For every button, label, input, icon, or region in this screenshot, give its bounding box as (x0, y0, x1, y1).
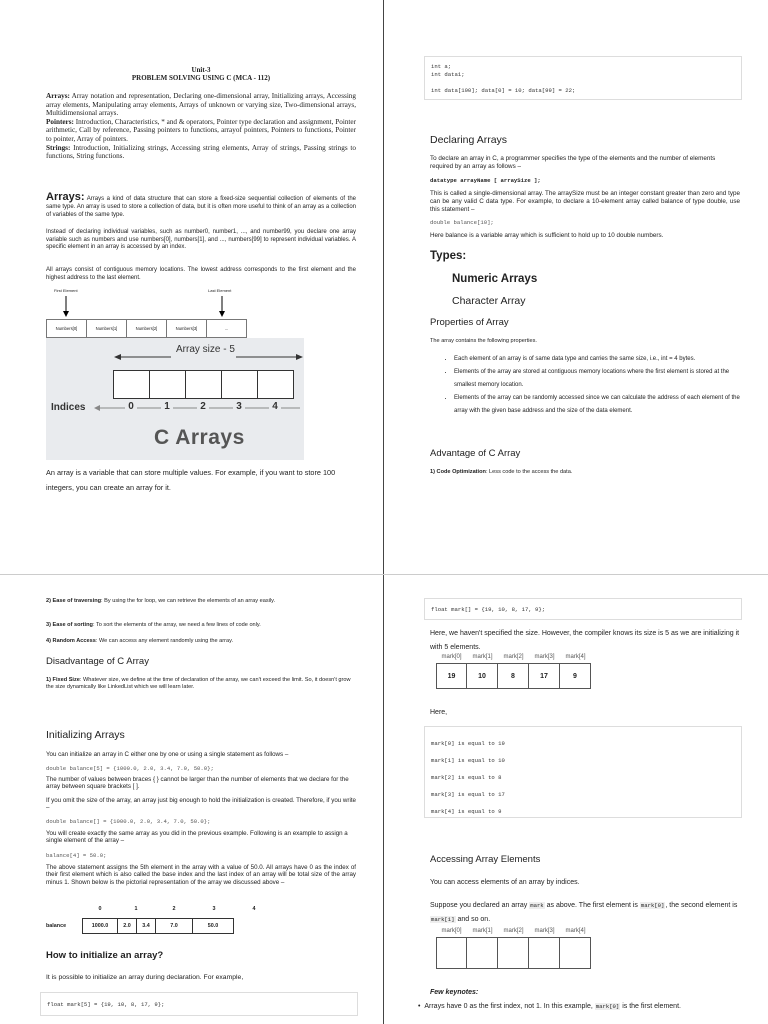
array-box (222, 370, 258, 399)
index-number: 3 (221, 401, 257, 412)
mark-cell (529, 937, 560, 969)
disadvantage-1: 1) Fixed Size: Whatever size, we define at the time of declaration of the array, we can't exceed the limit. So, it doesn't grow the size dynamically like LinkedList which we will learn later. (46, 677, 351, 690)
memory-diagram (46, 285, 256, 340)
unit-header (46, 66, 356, 82)
mark-cell: 8 (498, 663, 529, 689)
code-line: mark[2] is equal to 8 (431, 774, 502, 781)
array-boxes (113, 370, 294, 399)
props-title: Properties of Array (430, 317, 509, 328)
init-code3: balance[4] = 50.0; (46, 852, 107, 859)
balance-index: 1 (134, 906, 138, 912)
code-line: int a; (431, 63, 452, 70)
accessing-text2: Suppose you declared an array mark as above. The first element is mark[0], the second element is mark[1] and so on. (430, 902, 738, 923)
mark-header: mark[3] (534, 654, 555, 660)
mark-init-code: float mark[] = {19, 10, 8, 17, 9}; (424, 598, 742, 620)
mark-cell: 17 (529, 663, 560, 689)
init-title: Initializing Arrays (46, 729, 125, 741)
prop-item: • Elements of the array can be randomly accessed since we can calculate the address of each element of the array with the given base address and the size of the data element. (454, 392, 740, 418)
unit-label: Unit-3 (191, 66, 211, 74)
c-arrays-figure (46, 338, 304, 460)
array-box (113, 370, 150, 399)
declaring-title: Declaring Arrays (430, 134, 508, 146)
init-text2: The number of values between braces { } cannot be larger than the number of elements that we declare for the array between square brackets [ ]. (46, 776, 349, 791)
course-title: PROBLEM SOLVING USING C (MCA - 112) (131, 74, 271, 82)
balance-cell: 1000.0 (82, 918, 118, 934)
mark-header: mark[3] (534, 928, 555, 934)
balance-label: balance (46, 923, 67, 929)
code-line: int data[100]; data[0] = 10; data[99] = 22; (431, 87, 576, 94)
declaring-code: double balance[10]; (430, 219, 494, 226)
bullet: • (418, 1003, 425, 1010)
advantage-3: 3) Ease of sorting: To sort the elements of the array, we need a few lines of code only. (46, 622, 261, 628)
balance-cell: 3.4 (137, 918, 156, 934)
balance-indices (82, 906, 274, 912)
declaring-text2: This is called a single-dimensional array. The arraySize must be an integer constant greater than zero and type can be any valid C data type. For example, to declare a 10-element array called balance of type double, use this statement – (430, 190, 740, 213)
init-text: You can initialize an array in C either one by one or using a single statement as follows – (46, 751, 289, 758)
memory-cells (46, 319, 247, 338)
syllabus-pointers: Pointers: Introduction, Characteristics, * and & operators, Pointer type declaration and assignment, Pointer arithmetic, Call by reference, Passing pointers to functions, arrayof pointers, Pointers to functions, Pointer to pointer, Array of pointers. (46, 117, 356, 143)
mark-header: mark[0] (441, 928, 462, 934)
array-box (186, 370, 222, 399)
mark-cell (436, 937, 467, 969)
page-divider (0, 574, 768, 575)
arrays-intro-para3: All arrays consist of contiguous memory locations. The lowest address corresponds to the first element and the highest address to the last element. (46, 267, 356, 281)
balance-index: 4 (252, 906, 256, 912)
syllabus (46, 92, 356, 161)
mark-header: mark[2] (503, 654, 524, 660)
balance-table (46, 906, 306, 936)
declaring-text3: Here balance is a variable array which is sufficient to hold up to 10 double numbers. (430, 232, 664, 239)
index-numbers (113, 401, 293, 412)
array-box (258, 370, 294, 399)
mark-cell (498, 937, 529, 969)
memory-cell: Numbers[1] (87, 319, 127, 338)
code-line: mark[1] is equal to 10 (431, 757, 505, 764)
syllabus-arrays: Arrays: Array notation and representation, Declaring one-dimensional array, Initializing arrays, Accessing array elements, Manipulating array elements, Arrays of unknown or varying size, Two-dimensional arrays, Multidimensional arrays. (46, 92, 356, 118)
mark-values (436, 663, 591, 689)
memory-cell: Numbers[0] (46, 319, 87, 338)
how-to-init-text: It is possible to initialize an array during declaration. For example, (46, 974, 244, 981)
mark-headers (436, 654, 591, 660)
array-variable-text: An array is a variable that can store multiple values. For example, if you want to store 100 integers, you can create an array for it. (46, 468, 336, 492)
empty-mark-headers (436, 928, 591, 934)
mark-header: mark[0] (441, 654, 462, 660)
memory-cell: Numbers[2] (127, 319, 167, 338)
accessing-title: Accessing Array Elements (430, 854, 541, 865)
init-text3: If you omit the size of the array, an array just big enough to hold the initialization is created. Therefore, if you write – (46, 797, 356, 812)
init-code: double balance[5] = {1000.0, 2.0, 3.4, 7.0, 50.0}; (46, 765, 214, 772)
code-block-declarations (424, 56, 742, 100)
empty-mark-cells (436, 937, 591, 969)
index-number: 1 (149, 401, 185, 412)
mark-cell (467, 937, 498, 969)
balance-index: 0 (98, 906, 102, 912)
mark-header: mark[1] (472, 654, 493, 660)
mark-header: mark[2] (503, 928, 524, 934)
c-arrays-caption: C Arrays (154, 426, 245, 449)
advantage-4: 4) Random Access: We can access any element randomly using the array. (46, 638, 234, 644)
init-text5: The above statement assigns the 5th element in the array with a value of 50.0. All arrays have 0 as the index of their first element which is also called the base index and the last index of an array will be total size of the array minus 1. Shown below is the pictorial representation of the array we discussed above – (46, 864, 356, 886)
keynotes-title: Few keynotes: (430, 989, 479, 996)
element-arrows (46, 294, 256, 318)
mark-header: mark[1] (472, 928, 493, 934)
mark-cell (560, 937, 591, 969)
advantage-2: 2) Ease of traversing: By using the for loop, we can retrieve the elements of an array easily. (46, 598, 276, 604)
how-to-init-title: How to initialize an array? (46, 950, 164, 961)
column-divider (383, 0, 384, 1024)
accessing-text: You can access elements of an array by indices. (430, 879, 580, 886)
index-number: 0 (113, 401, 149, 412)
code-line: mark[0] is equal to 19 (431, 740, 505, 747)
code-line (431, 79, 735, 87)
first-element-label: First Element (54, 288, 78, 293)
disadvantage-title: Disadvantage of C Array (46, 656, 149, 667)
memory-cell: Numbers[3] (167, 319, 207, 338)
code-line: mark[4] is equal to 9 (431, 808, 502, 815)
props-list (440, 353, 740, 418)
index-number: 4 (257, 401, 293, 412)
balance-cell: 2.0 (118, 918, 137, 934)
here-label: Here, (430, 709, 448, 716)
last-element-label: Last Element (208, 288, 232, 293)
mark-cell: 10 (467, 663, 498, 689)
mark-cell: 9 (560, 663, 591, 689)
code-line: int data1; (431, 71, 465, 78)
prop-item: • Elements of the array are stored at contiguous memory locations where the first element is stored at the smallest memory location. (454, 366, 740, 392)
indices-label: Indices (51, 402, 86, 413)
init-code2: double balance[] = {1000.0, 2.0, 3.4, 7.0, 50.0}; (46, 818, 211, 825)
prop-item: • Each element of an array is of same data type and carries the same size, i.e., int = 4 bytes. (454, 353, 740, 366)
mark-size-text: Here, we haven't specified the size. However, the compiler knows its size is 5 as we are initializing it with 5 elements. (430, 630, 740, 651)
keynote-1: • Arrays have 0 as the first index, not 1. In this example, mark[0] is the first element. (418, 1003, 681, 1010)
mark-table (436, 654, 591, 689)
array-size-label: Array size - 5 (176, 344, 235, 355)
syllabus-strings: Strings: Introduction, Initializing strings, Accessing string elements, Array of strings, Passing strings to functions, String functions. (46, 143, 356, 161)
mark-header: mark[4] (565, 654, 586, 660)
advantage-title: Advantage of C Array (430, 448, 521, 459)
props-intro: The array contains the following properties. (430, 338, 537, 344)
mark-header: mark[4] (565, 928, 586, 934)
balance-index: 2 (172, 906, 176, 912)
declaring-text: To declare an array in C, a programmer specifies the type of the elements and the number of elements required by an array as follows – (430, 155, 716, 170)
type-character: Character Array (452, 295, 526, 307)
type-numeric: Numeric Arrays (452, 273, 538, 285)
init-text4: You will create exactly the same array as you did in the previous example. Following is an example to assign a single element of the array – (46, 830, 348, 845)
balance-cell: 50.0 (193, 918, 234, 934)
empty-mark-table (436, 928, 591, 969)
index-number: 2 (185, 401, 221, 412)
memory-cell: ... (207, 319, 247, 338)
arrays-intro-para2: Instead of declaring individual variables, such as number0, number1, ..., and number99, you declare one array variable such as numbers and use numbers[0], numbers[1], and ..., numbers[99] to represent individual variables. A specific element in an array is accessed by an index. (46, 229, 356, 251)
array-box (150, 370, 186, 399)
how-to-init-code: float mark[5] = {19, 10, 8, 17, 9}; (40, 992, 358, 1016)
balance-cell: 7.0 (156, 918, 193, 934)
balance-values (82, 918, 234, 934)
balance-index: 3 (212, 906, 216, 912)
code-line: mark[3] is equal to 17 (431, 791, 505, 798)
advantage-1: 1) Code Optimization: Less code to the access the data. (430, 469, 573, 475)
mark-cell: 19 (436, 663, 467, 689)
types-title: Types: (430, 250, 467, 262)
mark-assign-code (424, 726, 742, 818)
declaring-syntax: datatype arrayName [ arraySize ]; (430, 177, 541, 184)
arrays-intro: Arrays: Arrays a kind of data structure that can store a fixed-size sequential collection of elements of the same type. An array is used to store a collection of data, but it is often more useful to think of an array as a collection of variables of the same type. (46, 191, 356, 218)
